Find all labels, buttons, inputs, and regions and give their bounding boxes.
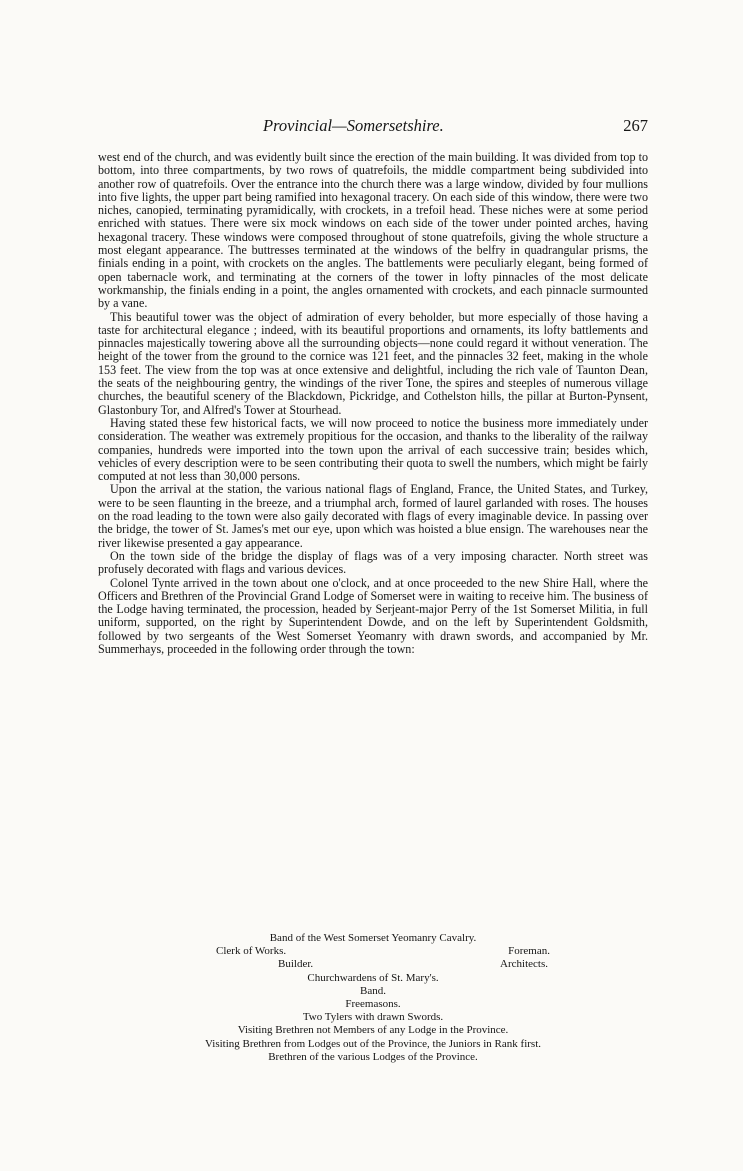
paragraph: Upon the arrival at the station, the various national flags of England, France, the United States, and Turkey, were to be seen flaunting in the breeze, and a triumphal arch, formed of laurel garlanded with roses. The houses on the road leading to the town were also gaily decorated with flags of every imaginable device. In passing over the bridge, the tower of St. James's met our eye, upon which was hoisted a blue ensign. The warehouses near the river likewise presented a gay appearance. — [98, 482, 648, 550]
procession-line: Freemasons. — [345, 998, 401, 1011]
paragraph: This beautiful tower was the object of admiration of every beholder, but more especially of those having a taste for architectural elegance ; indeed, with its beautiful proportions and ornaments, its lofty battlements and pinnacles majestically towering above all the surrounding objects—none could regard it without veneration. The height of the tower from the ground to the cornice was 121 feet, and the pinnacles 32 feet, making in the whole 153 feet. The view from the top was at once extensive and delightful, including the rich vale of Taunton Dean, the seats of the neighbouring gentry, the windings of the river Tone, the spires and steeples of numerous village churches, the beautiful scenery of the Blackdown, Pickridge, and Cothelston hills, the pillar at Burton-Pynsent, Glastonbury Tor, and Alfred's Tower at Stourhead. — [98, 309, 648, 417]
procession-line: Churchwardens of St. Mary's. — [307, 971, 439, 984]
procession-entry: Builder. — [278, 958, 314, 971]
procession-line — [216, 945, 550, 958]
procession-line: Visiting Brethren not Members of any Lodge in the Province. — [237, 1024, 509, 1037]
paragraph: Having stated these few historical facts, we will now proceed to notice the business more immediately under consideration. The weather was extremely propitious for the occasion, and thanks to the liberality of the railway companies, hundreds were imported into the town upon the arrival of each successive train; besides which, vehicles of every description were to be seen contributing their quota to swell the numbers, which might be fairly computed at not less than 30,000 persons. — [98, 415, 648, 484]
procession-line: Two Tylers with drawn Swords. — [302, 1011, 444, 1024]
body-text — [98, 151, 648, 656]
procession-entry: Clerk of Works. — [216, 945, 287, 958]
paragraph: Colonel Tynte arrived in the town about one o'clock, and at once proceeded to the new Shire Hall, where the Officers and Brethren of the Provincial Grand Lodge of Somerset were in waiting to receive him. The business of the Lodge having terminated, the procession, headed by Serjeant-major Perry of the 1st Somerset Militia, in full uniform, supported, on the right by Superintendent Dowde, and on the left by Superintendent Goldsmith, followed by two sergeants of the West Somerset Yeomanry with drawn swords, and accompanied by Mr. Summerhays, proceeded in the following order through the town: — [98, 575, 648, 656]
procession-line: Brethren of the various Lodges of the Province. — [268, 1050, 478, 1063]
procession-order — [98, 932, 648, 1064]
paragraph: west end of the church, and was evidently built since the erection of the main building. It was divided from top to bottom, into three compartments, by two rows of quatrefoils, the middle compartment being subdivided into another row of quatrefoils. Over the entrance into the church there was a large window, divided by four mullions into five lights, the upper part being ramified into hexagonal tracery. On each side of this window, there were two niches, canopied, terminating pyramidically, with crockets, in a trefoil head. These niches were at some period enriched with statues. There were six mock windows on each side of the tower under pointed arches, having hexagonal tracery. These windows were composed throughout of stone quatrefoils, giving the whole structure a most elegant appearance. The buttresses terminated at the windows of the belfry in quadrangular prisms, the finials ending in a point, with crockets on the angles. The battlements were peculiarly elegant, being formed of open tabernacle work, and terminating at the corners of the tower in lofty pinnacles of the most delicate workmanship, the finials ending in a point, the angles ornamented with crockets, and each pinnacle surmounted by a vane. — [98, 150, 648, 311]
procession-line — [278, 958, 548, 971]
paragraph: On the town side of the bridge the display of flags was of a very imposing character. North street was profusely decorated with flags and various devices. — [98, 548, 648, 577]
procession-entry: Architects. — [500, 958, 548, 971]
procession-entry: Foreman. — [508, 945, 550, 958]
procession-line: Visiting Brethren from Lodges out of the Province, the Juniors in Rank first. — [204, 1037, 541, 1050]
procession-line: Band of the West Somerset Yeomanry Cavalry. — [269, 932, 477, 944]
page-number: 267 — [623, 116, 648, 135]
procession-line: Band. — [360, 984, 386, 997]
running-header — [98, 116, 648, 140]
running-title: Provincial—Somersetshire. — [263, 116, 444, 135]
